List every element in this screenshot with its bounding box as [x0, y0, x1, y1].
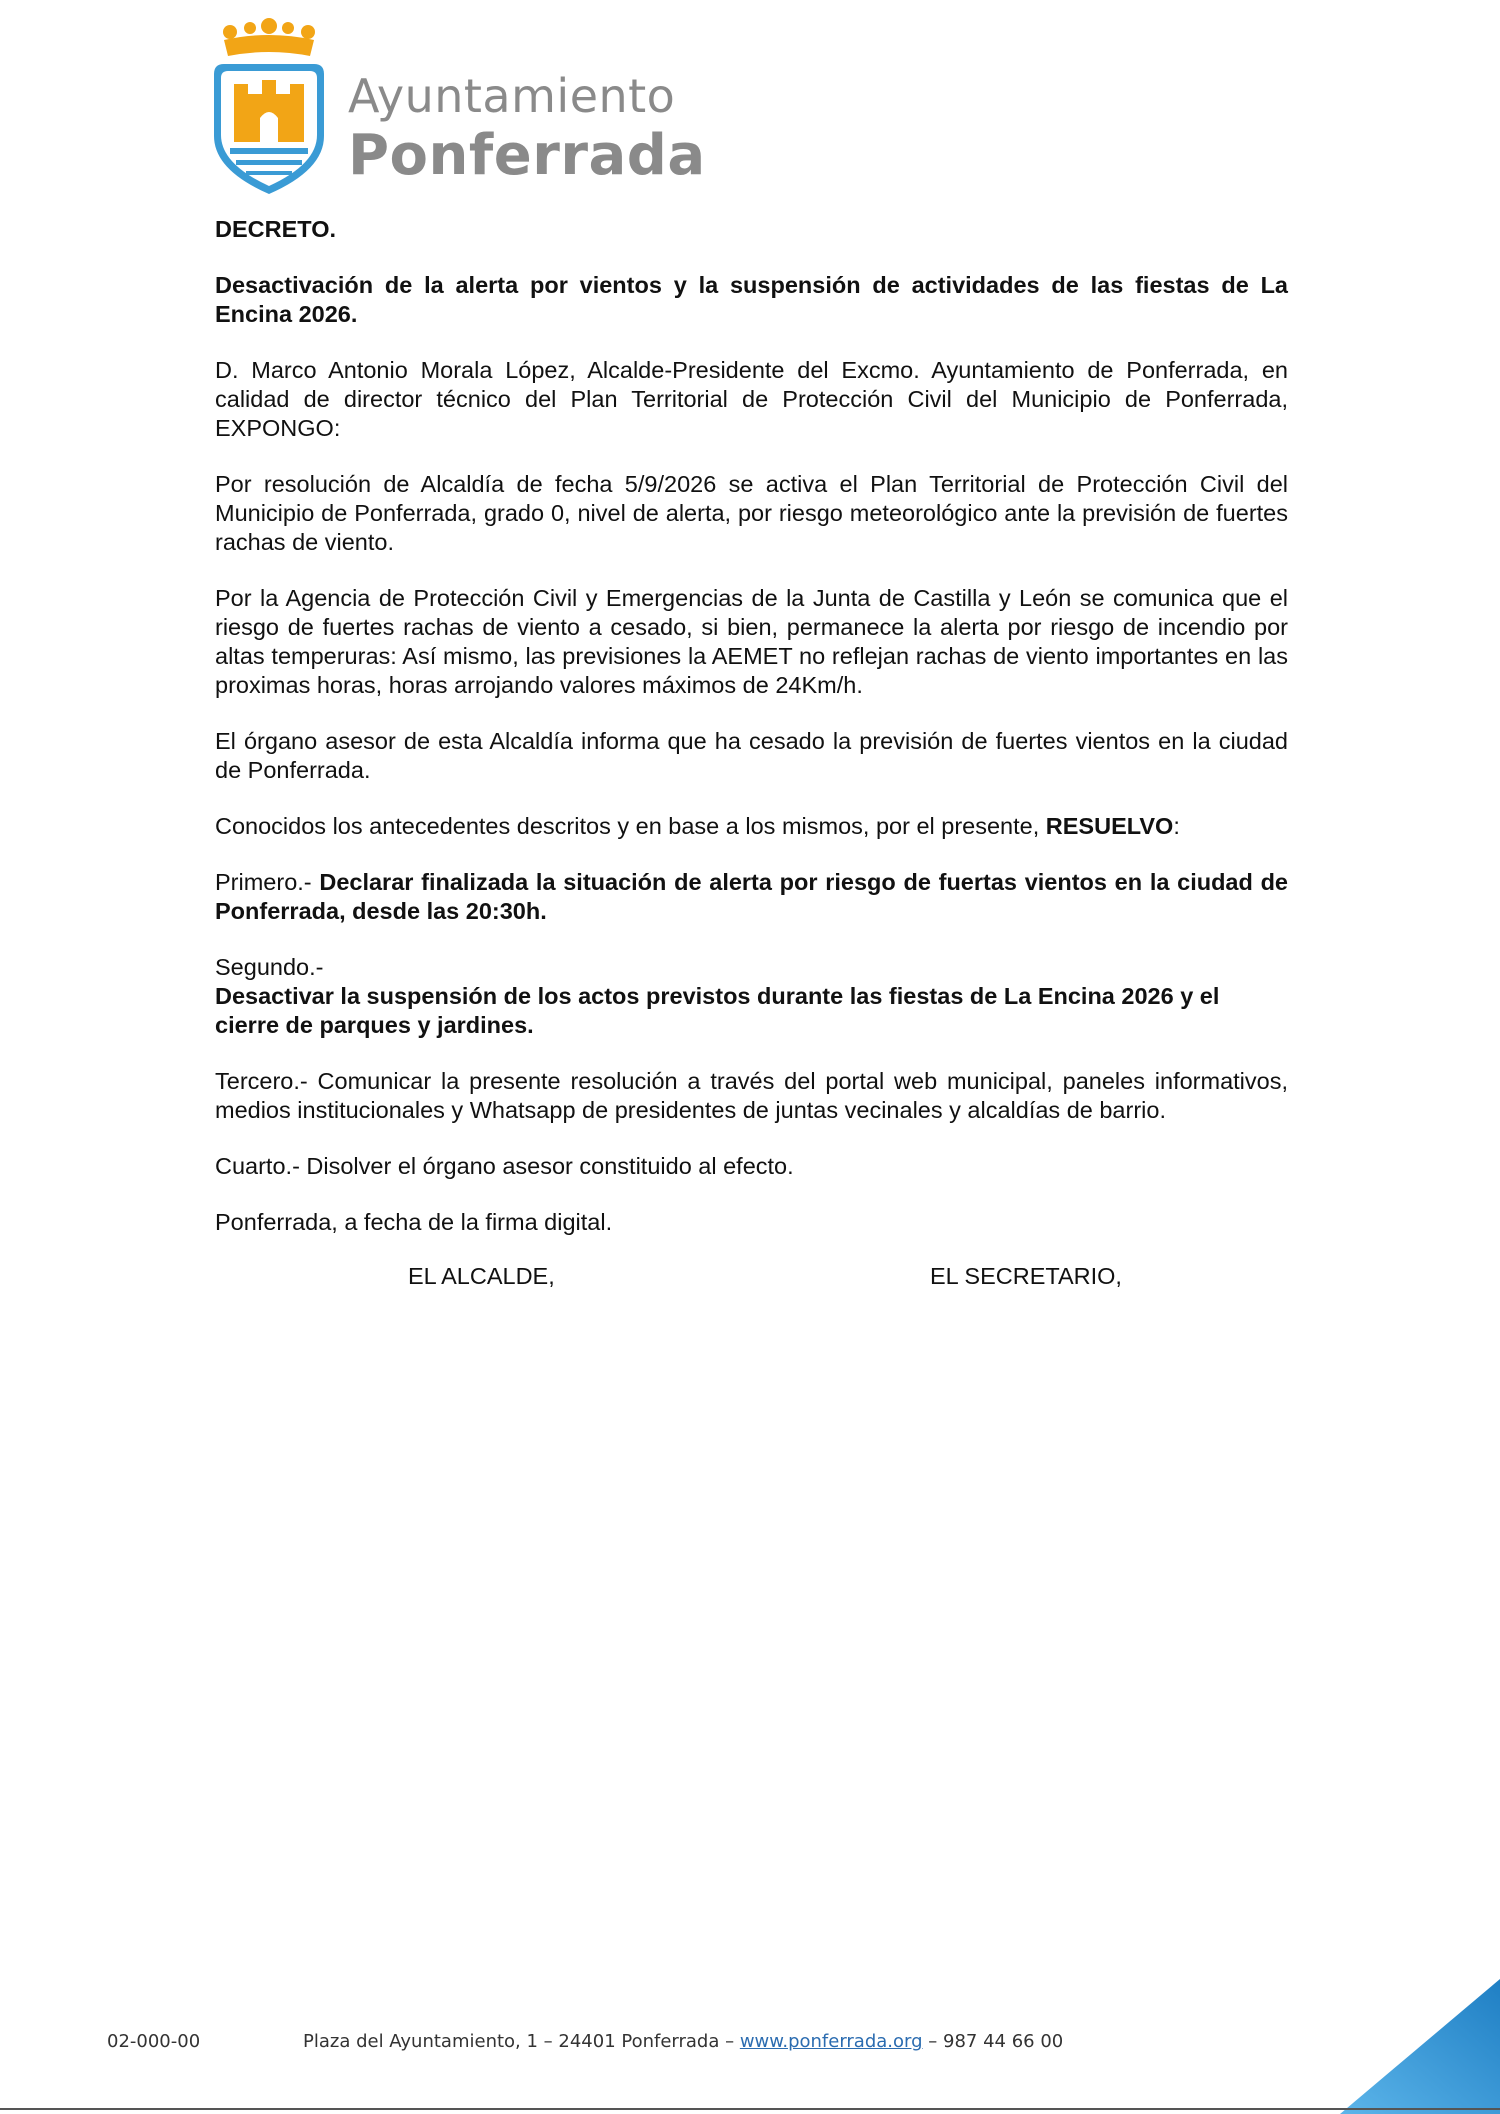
header-logo	[210, 18, 706, 198]
website-link[interactable]: www.ponferrada.org	[739, 2031, 923, 2052]
resuelvo-intro: Conocidos los antecedentes descritos y en base a los mismos, por el presente,	[215, 813, 1046, 839]
footer-address-prefix: Plaza del Ayuntamiento, 1 – 24401 Ponferrada –	[303, 2031, 740, 2052]
corner-triangle-decoration	[1340, 1979, 1500, 2114]
decree-body	[215, 215, 1288, 1296]
signature-secretario: EL SECRETARIO,	[930, 1263, 1122, 1289]
signature-block	[215, 1262, 1288, 1296]
brand-line-2: Ponferrada	[348, 123, 706, 188]
decree-intro: D. Marco Antonio Morala López, Alcalde-Presidente del Excmo. Ayuntamiento de Ponferrada, en calidad de director técnico del Plan Territorial de Protección Civil del Municipio de Ponferrada, EXPONGO:	[215, 357, 1288, 441]
decree-paragraph-3: El órgano asesor de esta Alcaldía informa que ha cesado la previsión de fuertes vientos en la ciudad de Ponferrada.	[215, 728, 1288, 783]
resuelvo-colon: :	[1173, 813, 1180, 839]
decree-paragraph-1: Por resolución de Alcaldía de fecha 5/9/2026 se activa el Plan Territorial de Protección Civil del Municipio de Ponferrada, grado 0, nivel de alerta, por riesgo meteorológico ante la previsión de fuertes rachas de viento.	[215, 471, 1288, 555]
closing-line: Ponferrada, a fecha de la firma digital.	[215, 1209, 613, 1235]
resolution-primero	[215, 868, 1288, 926]
brand-name	[348, 68, 706, 188]
signature-alcalde: EL ALCALDE,	[408, 1263, 555, 1289]
page-footer	[0, 2025, 1500, 2065]
decree-subject: Desactivación de la alerta por vientos y la suspensión de actividades de las fiestas de La Encina 2026.	[215, 272, 1288, 327]
footer-code: 02-000-00	[107, 2031, 201, 2052]
primero-label: Primero.-	[215, 869, 320, 895]
resuelvo-paragraph	[215, 812, 1288, 841]
bottom-border-line	[0, 2108, 1500, 2110]
resolution-cuarto: Cuarto.- Disolver el órgano asesor constituido al efecto.	[215, 1153, 794, 1179]
resuelvo-word: RESUELVO	[1045, 813, 1174, 839]
ponferrada-crest-icon	[210, 18, 328, 196]
resolution-tercero: Tercero.- Comunicar la presente resolución a través del portal web municipal, paneles informativos, medios institucionales y Whatsapp de presidentes de juntas vecinales y alcaldías de barrio.	[215, 1068, 1288, 1123]
decree-heading: DECRETO.	[215, 216, 336, 242]
primero-text: Declarar finalizada la situación de alerta por riesgo de fuertas vientos en la ciudad de Ponferrada, desde las 20:30h.	[215, 869, 1288, 924]
brand-line-1: Ayuntamiento	[348, 69, 676, 123]
segundo-label: Segundo.-	[215, 954, 324, 980]
resolution-segundo	[215, 953, 1288, 1040]
segundo-text: Desactivar la suspensión de los actos previstos durante las fiestas de La Encina 2026 y el cierre de parques y jardines.	[215, 983, 1220, 1038]
decree-paragraph-2: Por la Agencia de Protección Civil y Emergencias de la Junta de Castilla y León se comunica que el riesgo de fuertes rachas de viento a cesado, si bien, permanece la alerta por riesgo de incendio por altas temperuras: Así mismo, las previsiones la AEMET no reflejan rachas de viento importantes en las proximas horas, horas arrojando valores máximos de 24Km/h.	[215, 585, 1288, 698]
footer-address	[303, 2031, 1063, 2052]
footer-address-suffix: – 987 44 66 00	[922, 2031, 1064, 2052]
